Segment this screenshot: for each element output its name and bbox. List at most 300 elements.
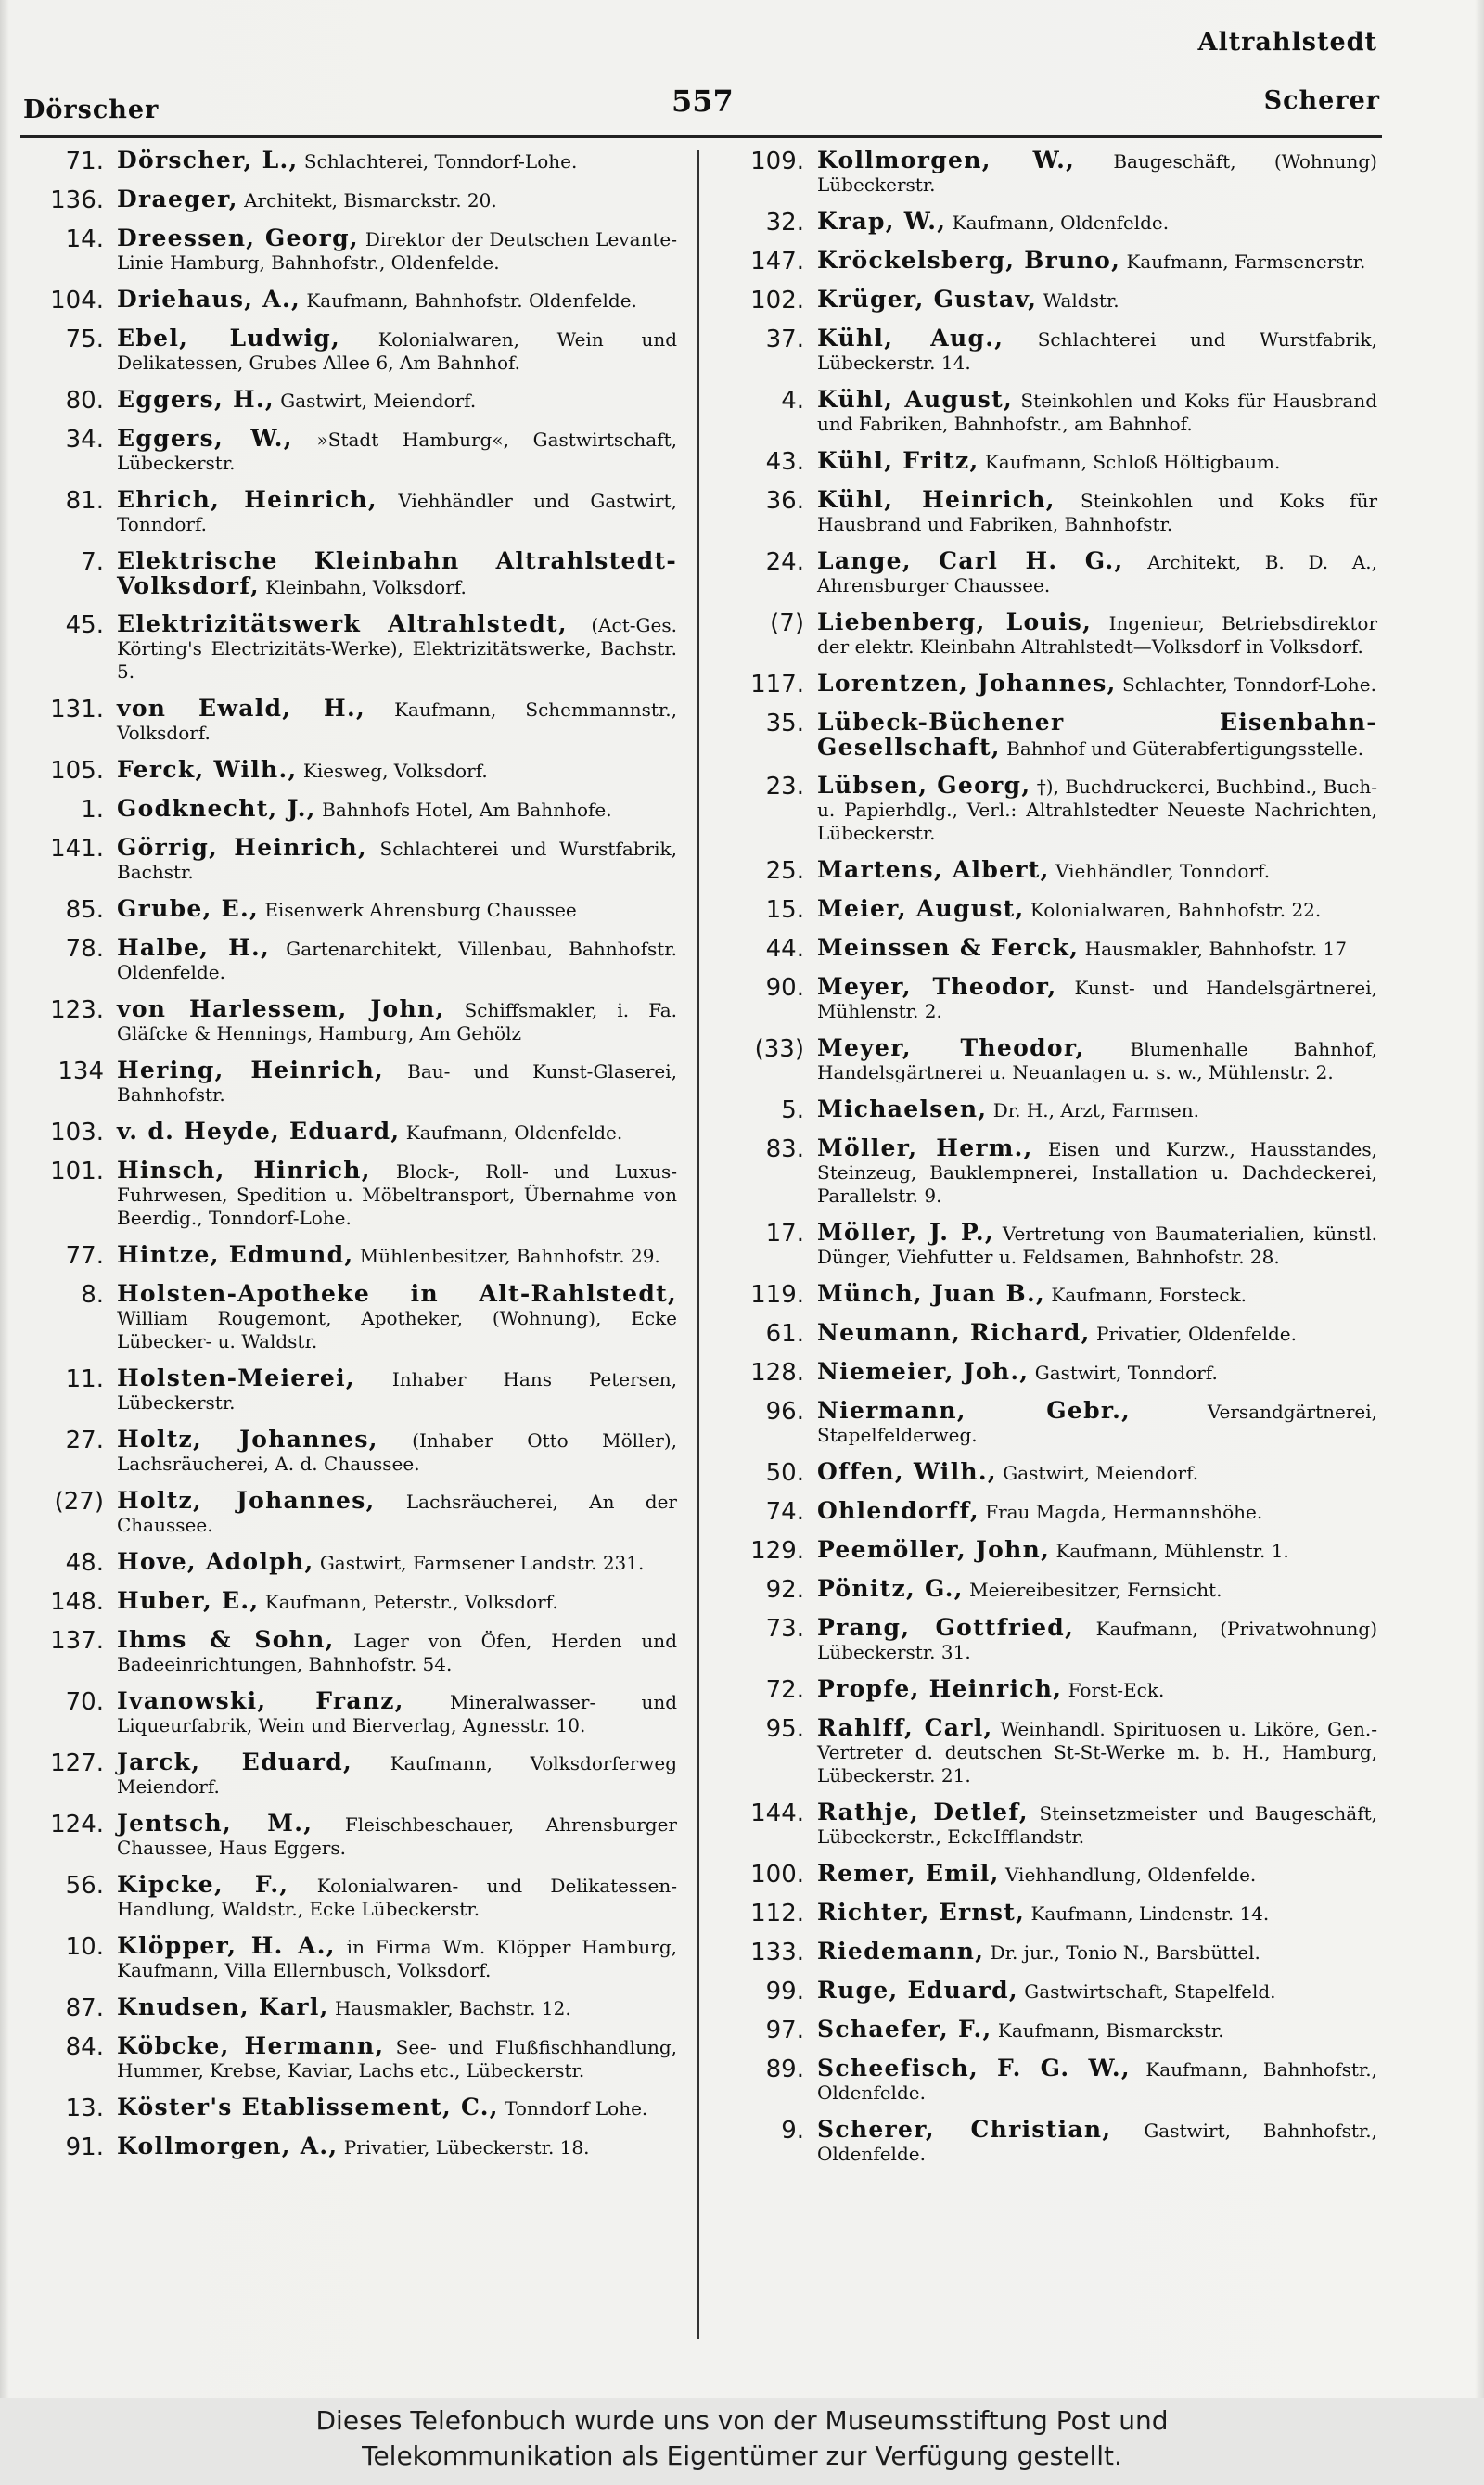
entry-text: [117, 1120, 677, 1145]
entry-description: Bahnhofs Hotel, Am Bahnhofe.: [322, 799, 612, 821]
entry-number: 56.: [65, 1872, 104, 1900]
entry-name: Ihms & Sohn,: [117, 1626, 335, 1653]
directory-entry: [19, 388, 677, 414]
entry-description: »Stadt Hamburg«, Gastwirtschaft, Lübeckerstr.: [117, 429, 677, 474]
directory-entry: [19, 1282, 677, 1353]
entry-description: Kaufmann, Schloß Höltigbaum.: [984, 451, 1281, 473]
directory-entry: [19, 612, 677, 684]
entry-number: (7): [770, 609, 804, 637]
entry-description: William Rougemont, Apotheker, (Wohnung), Ecke Lübecker- u. Waldstr.: [117, 1307, 677, 1352]
directory-entry: [719, 975, 1377, 1023]
entry-number: 85.: [65, 896, 104, 924]
directory-entry: [19, 1550, 677, 1576]
directory-entry: [19, 997, 677, 1045]
entry-text: [117, 327, 677, 375]
entry-text: [117, 226, 677, 275]
entry-text: [817, 1036, 1377, 1084]
entry-text: [817, 1399, 1377, 1447]
entry-text: [817, 1862, 1377, 1887]
directory-entry: [19, 1120, 677, 1146]
entry-name: Ferck, Wilh.,: [117, 756, 298, 783]
entry-name: Peemöller, John,: [817, 1536, 1051, 1563]
entry-description: Bau- und Kunst-Glaserei, Bahnhofstr.: [117, 1060, 677, 1106]
entry-text: [117, 1589, 677, 1614]
footer-line-2: Telekommunikation als Eigentümer zur Verfügung gestellt.: [362, 2440, 1122, 2471]
directory-entry: [19, 1873, 677, 1921]
entry-name: Jentsch, M.,: [117, 1810, 313, 1837]
entry-description: Kiesweg, Volksdorf.: [302, 760, 488, 782]
entry-description: Viehhändler und Gastwirt, Tonndorf.: [117, 490, 678, 535]
entry-name: Scherer, Christian,: [817, 2116, 1112, 2143]
entry-text: [117, 2134, 677, 2159]
entry-number: 128.: [750, 1359, 804, 1387]
entry-text: [817, 549, 1377, 597]
entry-text: [817, 1097, 1377, 1122]
entry-name: Lübsen, Georg,: [817, 772, 1031, 799]
directory-entry: [19, 758, 677, 784]
directory-entry: [19, 2034, 677, 2082]
entry-text: [117, 1243, 677, 1268]
entry-description: (Inhaber Otto Möller), Lachsräucherei, A. d. Chaussee.: [117, 1429, 677, 1475]
entry-number: 13.: [65, 2094, 104, 2122]
entry-number: 90.: [765, 974, 804, 1002]
entry-name: Niermann, Gebr.,: [817, 1397, 1132, 1424]
directory-entry: [719, 936, 1377, 962]
entry-text: [117, 488, 677, 536]
entry-description: Kolonialwaren- und Delikatessen-Handlung, Waldstr., Ecke Lübeckerstr.: [117, 1875, 678, 1920]
entry-text: [817, 1979, 1377, 2004]
directory-entry: [19, 1934, 677, 1982]
entry-text: [817, 774, 1377, 845]
entry-description: Hausmakler, Bachstr. 12.: [334, 1997, 571, 2019]
entry-name: Holsten-Apotheke in Alt-Rahlstedt,: [117, 1280, 677, 1307]
entry-name: Ebel, Ludwig,: [117, 325, 341, 352]
entry-number: 70.: [65, 1688, 104, 1716]
directory-entry: [19, 1750, 677, 1799]
entry-number: 45.: [65, 611, 104, 639]
entry-description: Inhaber Hans Petersen, Lübeckerstr.: [117, 1368, 677, 1414]
entry-text: [117, 1489, 677, 1537]
entry-name: Klöpper, H. A.,: [117, 1932, 336, 1959]
directory-entry: [719, 774, 1377, 845]
entry-number: 81.: [65, 487, 104, 515]
entry-text: [117, 1812, 677, 1860]
entry-name: Knudsen, Karl,: [117, 1993, 329, 2020]
entry-description: Gastwirt, Meiendorf.: [280, 390, 477, 412]
entry-number: 144.: [750, 1800, 804, 1827]
entry-description: Kaufmann, Mühlenstr. 1.: [1055, 1540, 1289, 1562]
entry-name: Kipcke, F.,: [117, 1871, 289, 1898]
entry-description: Frau Magda, Hermannshöhe.: [985, 1501, 1263, 1523]
entry-name: Holsten-Meierei,: [117, 1364, 355, 1391]
entry-name: Meinssen & Ferck,: [817, 934, 1080, 961]
entry-name: Meyer, Theodor,: [817, 973, 1057, 1000]
entry-text: [117, 836, 677, 884]
entry-text: [817, 2056, 1377, 2105]
entry-name: Krap, W.,: [817, 208, 947, 235]
entry-number: (27): [54, 1488, 104, 1516]
entry-description: Kaufmann, Peterstr., Volksdorf.: [264, 1591, 558, 1613]
entry-text: [817, 1282, 1377, 1307]
entry-text: [817, 210, 1377, 235]
entry-name: Richter, Ernst,: [817, 1899, 1026, 1926]
directory-entry: [19, 327, 677, 375]
right-column: [719, 148, 1377, 2179]
directory-entry: [19, 488, 677, 536]
entry-name: Riedemann,: [817, 1938, 985, 1965]
entry-number: 109.: [750, 147, 804, 175]
entry-text: [117, 1995, 677, 2020]
directory-entry: [19, 836, 677, 884]
entry-description: Kaufmann, Oldenfelde.: [952, 211, 1170, 234]
directory-entry: [19, 187, 677, 213]
entry-text: [817, 327, 1377, 375]
entry-text: [817, 1136, 1377, 1208]
directory-entry: [719, 897, 1377, 923]
entry-number: 91.: [65, 2133, 104, 2161]
entry-description: Mineralwasser- und Liqueurfabrik, Wein und Bierverlag, Agnesstr. 10.: [117, 1691, 678, 1736]
entry-name: Pönitz, G.,: [817, 1575, 964, 1602]
entry-name: Dreessen, Georg,: [117, 224, 359, 251]
entry-number: 9.: [781, 2117, 804, 2145]
entry-number: 73.: [765, 1615, 804, 1643]
entry-description: Kaufmann, Schemmannstr., Volksdorf.: [117, 698, 677, 744]
entry-number: 24.: [765, 548, 804, 576]
entry-description: Kaufmann, Bahnhofstr., Oldenfelde.: [817, 2058, 1377, 2104]
entry-name: von Ewald, H.,: [117, 695, 365, 722]
directory-entry: [19, 288, 677, 314]
entry-description: Vertretung von Baumaterialien, künstl. Dünger, Viehfutter u. Feldsamen, Bahnhofstr. 28.: [817, 1223, 1378, 1268]
entry-description: Architekt, Bismarckstr. 20.: [244, 189, 497, 211]
entry-number: 131.: [50, 696, 104, 724]
entry-text: [117, 1934, 677, 1982]
entry-number: 141.: [50, 835, 104, 863]
entry-text: [817, 1538, 1377, 1563]
entry-description: Meiereibesitzer, Fernsicht.: [969, 1579, 1222, 1601]
entry-name: Draeger,: [117, 186, 238, 212]
entry-text: [817, 1716, 1377, 1787]
entry-name: Ivanowski, Franz,: [117, 1687, 404, 1714]
entry-number: 117.: [750, 671, 804, 698]
entry-name: Hering, Heinrich,: [117, 1057, 385, 1083]
entry-description: Kaufmann, (Privatwohnung) Lübeckerstr. 31.: [817, 1618, 1378, 1663]
entry-text: [117, 2034, 677, 2082]
entry-name: Rathje, Detlef,: [817, 1799, 1029, 1825]
entry-name: Scheefisch, F. G. W.,: [817, 2055, 1131, 2082]
locality-header: Altrahlstedt: [1197, 28, 1377, 57]
entry-name: Lorentzen, Johannes,: [817, 670, 1117, 697]
entry-name: Neumann, Richard,: [817, 1319, 1091, 1346]
entry-number: 14.: [65, 225, 104, 253]
directory-entry: [719, 1321, 1377, 1347]
directory-entry: [719, 2118, 1377, 2166]
entry-description: Blumenhalle Bahnhof, Handelsgärtnerei u. Neuanlagen u. s. w., Mühlenstr. 2.: [817, 1038, 1378, 1083]
entry-description: Kaufmann, Oldenfelde.: [405, 1121, 623, 1144]
entry-number: 100.: [750, 1861, 804, 1889]
directory-entry: [719, 388, 1377, 436]
entry-text: [117, 2095, 677, 2120]
entry-number: 1.: [81, 796, 104, 824]
entry-description: Privatier, Oldenfelde.: [1096, 1323, 1297, 1345]
page-number: 557: [672, 83, 734, 119]
entry-text: [817, 711, 1377, 761]
entry-name: Ohlendorff,: [817, 1497, 979, 1524]
entry-name: Meier, August,: [817, 895, 1025, 922]
entry-number: 4.: [781, 387, 804, 415]
entry-name: Halbe, H.,: [117, 934, 271, 961]
entry-number: 7.: [81, 548, 104, 576]
entry-text: [817, 1940, 1377, 1965]
directory-entry: [719, 488, 1377, 536]
entry-description: Forst-Eck.: [1068, 1679, 1165, 1701]
entry-name: Hintze, Edmund,: [117, 1241, 354, 1268]
directory-entry: [19, 1428, 677, 1476]
entry-description: in Firma Wm. Klöpper Hamburg, Kaufmann, Villa Ellernbusch, Volksdorf.: [117, 1936, 678, 1981]
directory-entry: [719, 1616, 1377, 1664]
directory-entry: [19, 2095, 677, 2121]
entry-text: [117, 936, 677, 984]
entry-description: Gastwirtschaft, Stapelfeld.: [1024, 1980, 1276, 2003]
entry-number: 48.: [65, 1549, 104, 1577]
entry-description: Kaufmann, Volksdorferweg Meiendorf.: [117, 1752, 678, 1798]
entry-number: 134: [58, 1057, 104, 1085]
entry-number: 124.: [50, 1811, 104, 1838]
entry-description: Kleinbahn, Volksdorf.: [265, 576, 467, 598]
entry-description: Kolonialwaren, Bahnhofstr. 22.: [1030, 899, 1322, 921]
entry-text: [817, 1616, 1377, 1664]
directory-entry: [19, 797, 677, 823]
entry-text: [117, 612, 677, 684]
entry-number: 123.: [50, 996, 104, 1024]
entry-description: Weinhandl. Spirituosen u. Liköre, Gen.-Vertreter d. deutschen St-St-Werke m. b. H., Hamburg, Lübeckerstr. 21.: [817, 1718, 1377, 1787]
entry-text: [817, 449, 1377, 474]
entry-name: Köbcke, Hermann,: [117, 2032, 385, 2059]
directory-entry: [19, 427, 677, 475]
entry-number: 74.: [765, 1498, 804, 1526]
entry-description: Versandgärtnerei, Stapelfelderweg.: [817, 1401, 1377, 1446]
first-entry-header: Dörscher: [23, 96, 160, 124]
entry-number: 50.: [765, 1459, 804, 1487]
directory-entry: [719, 858, 1377, 884]
directory-entry: [719, 1862, 1377, 1888]
entry-number: 103.: [50, 1119, 104, 1146]
entry-name: Martens, Albert,: [817, 856, 1050, 883]
entry-text: [817, 610, 1377, 659]
directory-entry: [719, 711, 1377, 761]
entry-number: 119.: [750, 1281, 804, 1309]
entry-name: Kollmorgen, A.,: [117, 2133, 339, 2159]
entry-text: [817, 288, 1377, 313]
entry-description: Kaufmann, Forsteck.: [1051, 1284, 1247, 1306]
entry-name: Lübeck-Büchener Eisenbahn-Gesellschaft,: [817, 709, 1377, 761]
entry-number: 83.: [765, 1135, 804, 1163]
entry-text: [117, 1428, 677, 1476]
directory-entry: [19, 1159, 677, 1230]
entry-name: Driehaus, A.,: [117, 286, 301, 313]
entry-name: Lange, Carl H. G.,: [817, 547, 1124, 574]
entry-number: 78.: [65, 935, 104, 963]
entry-number: 147.: [750, 248, 804, 275]
entry-number: 105.: [50, 757, 104, 785]
entry-description: Schiffsmakler, i. Fa. Gläfcke & Hennings, Hamburg, Am Gehölz: [117, 999, 677, 1044]
entry-text: [817, 858, 1377, 883]
entry-description: Gartenarchitekt, Villenbau, Bahnhofstr. Oldenfelde.: [117, 938, 678, 983]
entry-number: 127.: [50, 1749, 104, 1777]
entry-name: Ehrich, Heinrich,: [117, 486, 377, 513]
entry-text: [817, 1800, 1377, 1849]
entry-number: 75.: [65, 326, 104, 353]
directory-entry: [719, 327, 1377, 375]
entry-number: 102.: [750, 287, 804, 314]
entry-number: 36.: [765, 487, 804, 515]
entry-description: Gastwirt, Meiendorf.: [1003, 1462, 1199, 1484]
entry-description: Lager von Öfen, Herden und Badeeinrichtungen, Bahnhofstr. 54.: [117, 1630, 677, 1675]
directory-entry: [19, 2134, 677, 2160]
entry-text: [817, 2017, 1377, 2043]
entry-description: Kaufmann, Farmsenerstr.: [1126, 250, 1366, 273]
entry-name: Dörscher, L.,: [117, 147, 299, 173]
entry-name: Jarck, Eduard,: [117, 1748, 352, 1775]
entry-text: [817, 1221, 1377, 1269]
entry-name: Huber, E.,: [117, 1587, 260, 1614]
entry-number: 133.: [750, 1939, 804, 1966]
entry-text: [117, 1873, 677, 1921]
entry-number: 148.: [50, 1588, 104, 1616]
directory-entry: [719, 2017, 1377, 2043]
entry-number: 104.: [50, 287, 104, 314]
directory-entry: [19, 549, 677, 599]
entry-description: Kaufmann, Lindenstr. 14.: [1030, 1902, 1270, 1925]
directory-entry: [19, 226, 677, 275]
entry-name: Niemeier, Joh.,: [817, 1358, 1030, 1385]
entry-number: 96.: [765, 1398, 804, 1426]
entry-number: 27.: [65, 1427, 104, 1454]
directory-entry: [19, 148, 677, 174]
entry-name: Münch, Juan B.,: [817, 1280, 1045, 1307]
entry-text: [817, 488, 1377, 536]
entry-description: Eisen und Kurzw., Hausstandes, Steinzeug, Bauklempnerei, Installation u. Dachdeckerei, Parallelstr. 9.: [817, 1138, 1377, 1207]
entry-text: [817, 1577, 1377, 1602]
entry-text: [117, 288, 677, 313]
entry-name: Kröckelsberg, Bruno,: [817, 247, 1121, 274]
entry-description: Steinkohlen und Koks für Hausbrand und Fabriken, Bahnhofstr.: [817, 490, 1378, 535]
directory-entry: [719, 1538, 1377, 1564]
entry-text: [117, 1282, 677, 1353]
directory-entry: [719, 1036, 1377, 1084]
entry-text: [117, 897, 677, 922]
entry-number: 11.: [65, 1365, 104, 1393]
entry-number: 44.: [765, 935, 804, 963]
entry-name: Krüger, Gustav,: [817, 286, 1038, 313]
directory-entry: [719, 148, 1377, 197]
entry-name: Ruge, Eduard,: [817, 1977, 1018, 2004]
directory-entry: [19, 936, 677, 984]
directory-entry: [719, 288, 1377, 314]
entry-description: Privatier, Lübeckerstr. 18.: [343, 2136, 590, 2158]
entry-number: 71.: [65, 147, 104, 175]
entry-text: [817, 1360, 1377, 1385]
directory-entry: [719, 1399, 1377, 1447]
entry-number: 35.: [765, 710, 804, 737]
entry-number: 77.: [65, 1242, 104, 1270]
entry-description: Block-, Roll- und Luxus-Fuhrwesen, Spedition u. Möbeltransport, Übernahme von Beerdig., Tonndorf-Lohe.: [117, 1160, 677, 1229]
entry-description: See- und Flußfischhandlung, Hummer, Krebse, Kaviar, Lachs etc., Lübeckerstr.: [117, 2036, 677, 2082]
entry-name: Grube, E.,: [117, 895, 259, 922]
entry-number: 23.: [765, 773, 804, 801]
entry-description: Schlachterei und Wurstfabrik, Bachstr.: [117, 838, 677, 883]
entry-description: Baugeschäft, (Wohnung) Lübeckerstr.: [817, 150, 1377, 196]
entry-name: Hove, Adolph,: [117, 1548, 314, 1575]
entry-text: [117, 1750, 677, 1799]
entry-description: Mühlenbesitzer, Bahnhofstr. 29.: [359, 1245, 660, 1267]
entry-number: 34.: [65, 426, 104, 454]
entry-description: Waldstr.: [1043, 289, 1119, 312]
directory-entry: [719, 1979, 1377, 2005]
directory-entry: [719, 1800, 1377, 1849]
entry-name: Holtz, Johannes,: [117, 1487, 376, 1514]
entry-text: [817, 1460, 1377, 1485]
entry-description: Dr. jur., Tonio N., Barsbüttel.: [990, 1941, 1260, 1964]
entry-description: Gastwirt, Farmsener Landstr. 231.: [319, 1552, 645, 1574]
entry-number: 136.: [50, 186, 104, 214]
directory-entry: [719, 2056, 1377, 2105]
entry-text: [117, 1550, 677, 1575]
entry-number: 32.: [765, 209, 804, 237]
footer-note: [0, 2398, 1484, 2485]
entry-text: [817, 975, 1377, 1023]
directory-entry: [719, 1940, 1377, 1966]
last-entry-header: Scherer: [1263, 86, 1380, 115]
directory-entry: [19, 697, 677, 745]
entry-description: Bahnhof und Güterabfertigungsstelle.: [1006, 737, 1364, 760]
entry-text: [117, 1366, 677, 1415]
entry-description: Kolonialwaren, Wein und Delikatessen, Grubes Allee 6, Am Bahnhof.: [117, 328, 678, 374]
directory-entry: [19, 1243, 677, 1269]
entry-text: [817, 897, 1377, 922]
entry-description: Kaufmann, Bahnhofstr. Oldenfelde.: [306, 289, 637, 312]
entry-number: 17.: [765, 1220, 804, 1248]
entry-number: 72.: [765, 1676, 804, 1704]
entry-name: Görrig, Heinrich,: [117, 834, 367, 861]
entry-number: 112.: [750, 1900, 804, 1928]
entry-description: Steinkohlen und Koks für Hausbrand und Fabriken, Bahnhofstr., am Bahnhof.: [817, 390, 1378, 435]
entry-description: Schlachterei und Wurstfabrik, Lübeckerstr. 14.: [817, 328, 1377, 374]
directory-entry: [719, 1136, 1377, 1208]
entry-number: 10.: [65, 1933, 104, 1961]
entry-name: Kühl, August,: [817, 386, 1013, 413]
entry-description: Direktor der Deutschen Levante-Linie Hamburg, Bahnhofstr., Oldenfelde.: [117, 228, 678, 274]
directory-entry: [719, 1716, 1377, 1787]
entry-description: Eisenwerk Ahrensburg Chaussee: [264, 899, 577, 921]
entry-name: von Harlessem, John,: [117, 995, 445, 1022]
entry-description: Schlachterei, Tonndorf-Lohe.: [303, 150, 578, 173]
entry-description: Viehhändler, Tonndorf.: [1055, 860, 1271, 882]
entry-name: Kollmorgen, W.,: [817, 147, 1076, 173]
entry-text: [117, 1628, 677, 1676]
entry-description: Fleischbeschauer, Ahrensburger Chaussee, Haus Eggers.: [117, 1813, 677, 1859]
entry-description: Lachsräucherei, An der Chaussee.: [117, 1491, 677, 1536]
entry-text: [817, 1321, 1377, 1346]
entry-text: [117, 1159, 677, 1230]
entry-text: [817, 249, 1377, 274]
entry-description: Schlachter, Tonndorf-Lohe.: [1122, 673, 1376, 696]
directory-entry: [19, 1058, 677, 1107]
directory-entry: [19, 1689, 677, 1737]
directory-entry: [719, 249, 1377, 275]
entry-name: Schaefer, F.,: [817, 2016, 992, 2043]
entry-description: †), Buchdruckerei, Buchbind., Buch- u. Papierhdlg., Verl.: Altrahlstedter Neueste Nachrichten, Lübeckerstr.: [817, 775, 1377, 844]
entry-number: 87.: [65, 1994, 104, 2022]
